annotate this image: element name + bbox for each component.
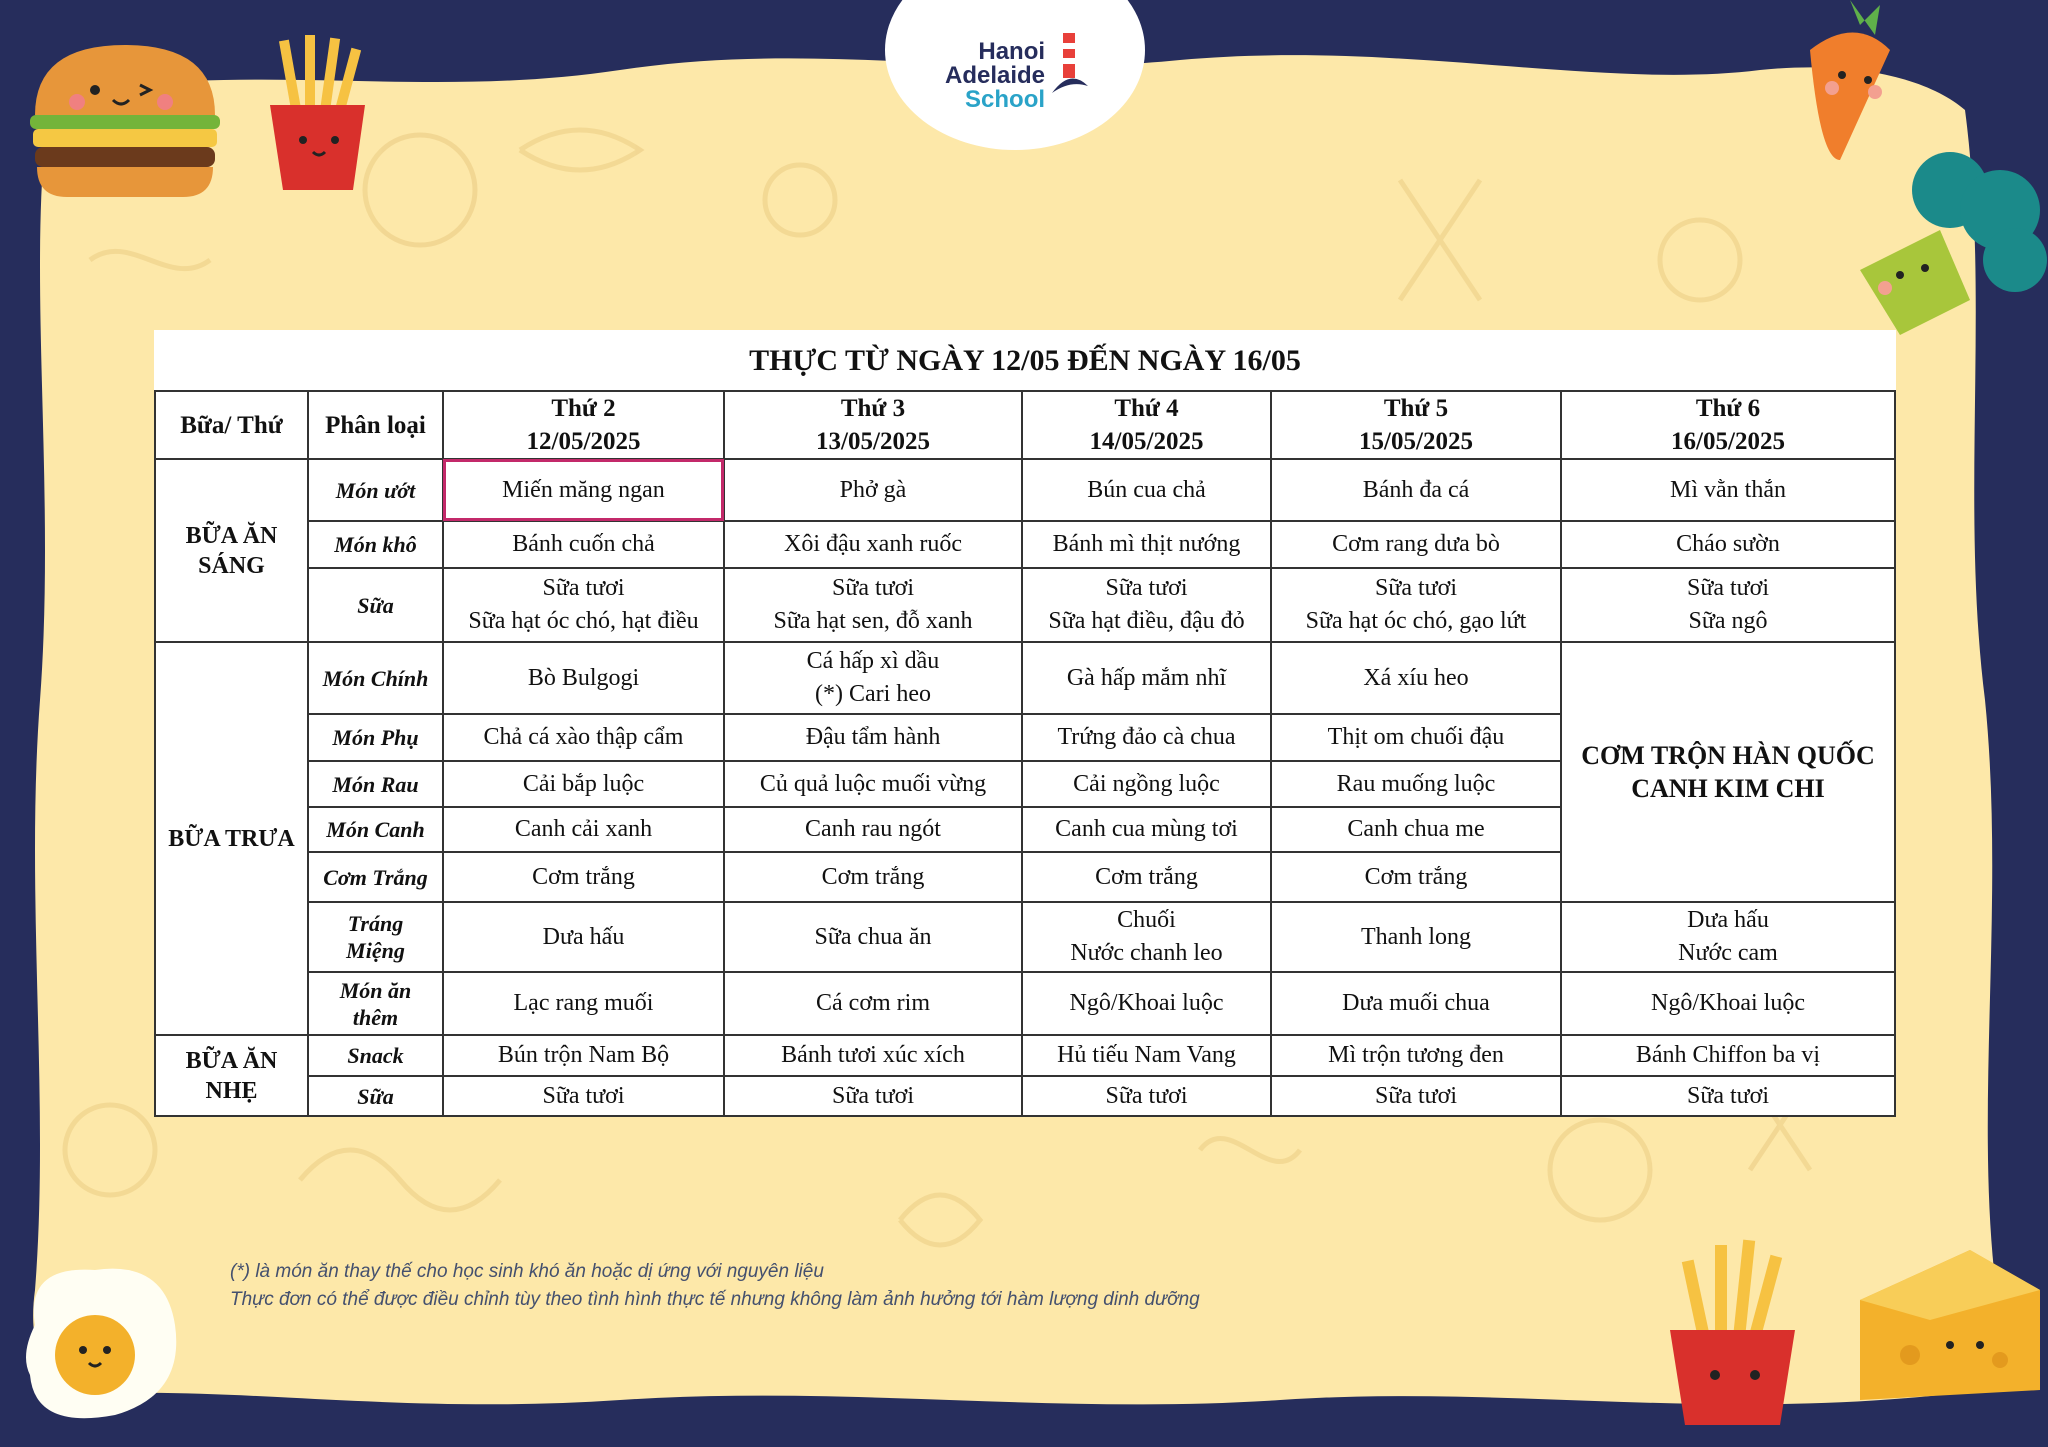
fries-icon — [1660, 1230, 1810, 1430]
day-header-mon — [443, 391, 724, 459]
menu-cell[interactable]: Canh chua me — [1271, 807, 1561, 852]
menu-cell[interactable]: Canh cải xanh — [443, 807, 724, 852]
menu-cell[interactable] — [1561, 568, 1895, 642]
category-cell — [308, 972, 443, 1035]
menu-cell[interactable]: Hủ tiếu Nam Vang — [1022, 1035, 1271, 1076]
day-header-thu — [1271, 391, 1561, 459]
menu-cell[interactable]: Rau muống luộc — [1271, 761, 1561, 807]
menu-cell[interactable]: Bánh mì thịt nướng — [1022, 521, 1271, 568]
menu-cell[interactable]: Cơm trắng — [1022, 852, 1271, 902]
menu-title: THỰC TỪ NGÀY 12/05 ĐẾN NGÀY 16/05 — [155, 330, 1895, 391]
item-line: Sữa hạt điều, đậu đỏ — [1048, 608, 1245, 634]
item-line: Cá hấp xì dầu — [806, 648, 940, 674]
category-cell — [308, 902, 443, 972]
egg-icon — [15, 1255, 185, 1430]
item-line: Sữa tươi — [1105, 575, 1188, 601]
menu-cell[interactable]: Trứng đảo cà chua — [1022, 714, 1271, 761]
school-logo — [945, 40, 1045, 112]
menu-cell[interactable]: Cơm trắng — [1271, 852, 1561, 902]
menu-cell[interactable]: Bò Bulgogi — [443, 642, 724, 714]
menu-cell[interactable]: Sữa chua ăn — [724, 902, 1022, 972]
menu-cell[interactable]: Xá xíu heo — [1271, 642, 1561, 714]
fries-icon — [255, 30, 385, 200]
footnote-substitute: (*) là món ăn thay thế cho học sinh khó ăn hoặc dị ứng với nguyên liệu — [230, 1261, 824, 1282]
item-line: Sữa tươi — [1686, 575, 1770, 601]
menu-cell[interactable]: Mì trộn tương đen — [1271, 1035, 1561, 1076]
meal-breakfast: BỮA ĂN SÁNG — [155, 459, 308, 642]
day-name: Thứ 5 — [1383, 395, 1449, 422]
item-line: Chuối — [1117, 907, 1176, 933]
table-row — [155, 459, 1895, 521]
footnote-adjustment: Thực đơn có thể được điều chỉnh tùy theo tình hình thực tế nhưng không làm ảnh hưởng tới hàm lượng dinh dưỡng — [230, 1289, 1200, 1310]
menu-cell[interactable]: Cháo sườn — [1561, 521, 1895, 568]
footnotes — [230, 1258, 1200, 1314]
menu-cell[interactable]: Lạc rang muối — [443, 972, 724, 1035]
menu-cell[interactable]: Bún trộn Nam Bộ — [443, 1035, 724, 1076]
category-line: Món ăn — [339, 977, 412, 1003]
category-cell: Cơm Trắng — [308, 852, 443, 902]
category-cell: Snack — [308, 1035, 443, 1076]
category-line: thêm — [352, 1004, 399, 1030]
category-cell: Món Rau — [308, 761, 443, 807]
table-row — [155, 902, 1895, 972]
category-cell: Món Canh — [308, 807, 443, 852]
item-line: Sữa hạt óc chó, hạt điều — [468, 608, 699, 634]
menu-cell[interactable]: Bánh Chiffon ba vị — [1561, 1035, 1895, 1076]
menu-cell[interactable]: Ngô/Khoai luộc — [1022, 972, 1271, 1035]
item-line: Sữa tươi — [1374, 575, 1458, 601]
day-name: Thứ 4 — [1114, 395, 1179, 422]
item-line: Nước chanh leo — [1070, 940, 1223, 966]
header-row — [155, 391, 1895, 459]
item-line: (*) Cari heo — [815, 681, 931, 707]
logo-line-2: Adelaide — [945, 62, 1046, 89]
item-line: Sữa ngô — [1688, 608, 1768, 634]
day-name: Thứ 2 — [551, 395, 616, 422]
cheese-icon — [1850, 1240, 2048, 1420]
menu-cell[interactable] — [1561, 902, 1895, 972]
table-row — [155, 1076, 1895, 1116]
carrot-icon — [1780, 0, 1910, 170]
day-header-wed — [1022, 391, 1271, 459]
menu-cell[interactable]: Dưa hấu — [443, 902, 724, 972]
menu-cell[interactable]: Thanh long — [1271, 902, 1561, 972]
logo-line-1: Hanoi — [978, 38, 1046, 65]
menu-cell[interactable] — [443, 568, 724, 642]
meal-column-header: Bữa/ Thứ — [155, 391, 308, 459]
menu-cell[interactable]: Phở gà — [724, 459, 1022, 521]
day-name: Thứ 6 — [1695, 395, 1761, 422]
menu-cell[interactable] — [724, 568, 1022, 642]
menu-cell[interactable]: Cá cơm rim — [724, 972, 1022, 1035]
meal-snack: BỮA ĂN NHẸ — [155, 1035, 308, 1116]
menu-cell[interactable]: Cải ngồng luộc — [1022, 761, 1271, 807]
menu-cell[interactable]: Miến măng ngan — [443, 459, 724, 521]
day-date: 12/05/2025 — [526, 428, 641, 455]
menu-cell[interactable]: Canh rau ngót — [724, 807, 1022, 852]
menu-cell[interactable]: Thịt om chuối đậu — [1271, 714, 1561, 761]
table-row — [155, 972, 1895, 1035]
day-date: 13/05/2025 — [816, 428, 930, 455]
menu-cell[interactable]: Ngô/Khoai luộc — [1561, 972, 1895, 1035]
logo-line-3: School — [965, 86, 1046, 113]
menu-cell[interactable] — [1271, 568, 1561, 642]
menu-cell[interactable]: Sữa tươi — [443, 1076, 724, 1116]
menu-cell[interactable]: Đậu tẩm hành — [724, 714, 1022, 761]
day-date: 14/05/2025 — [1089, 428, 1204, 455]
item-line: Sữa tươi — [831, 575, 915, 601]
item-line: Sữa hạt sen, đỗ xanh — [773, 608, 973, 634]
menu-cell[interactable]: Sữa tươi — [1022, 1076, 1271, 1116]
item-line: Dưa hấu — [1687, 907, 1769, 933]
menu-cell[interactable]: Gà hấp mắm nhĩ — [1022, 642, 1271, 714]
category-cell: Sữa — [308, 568, 443, 642]
category-line: Miệng — [346, 938, 405, 963]
menu-cell[interactable]: Canh cua mùng tơi — [1022, 807, 1271, 852]
category-column-header: Phân loại — [308, 391, 443, 459]
category-line: Tráng — [347, 911, 404, 936]
menu-cell[interactable]: Bún cua chả — [1022, 459, 1271, 521]
menu-cell[interactable]: Bánh cuốn chả — [443, 521, 724, 568]
day-header-fri — [1561, 391, 1895, 459]
category-cell: Món Phụ — [308, 714, 443, 761]
item-line: Sữa hạt óc chó, gạo lứt — [1305, 608, 1527, 634]
menu-cell[interactable]: Bánh tươi xúc xích — [724, 1035, 1022, 1076]
title-row — [155, 330, 1895, 391]
table-row — [155, 521, 1895, 568]
item-line: CƠM TRỘN HÀN QUỐC — [1581, 741, 1875, 770]
menu-cell[interactable]: Củ quả luộc muối vừng — [724, 761, 1022, 807]
menu-cell[interactable]: Cơm trắng — [724, 852, 1022, 902]
menu-cell[interactable]: Sữa tươi — [1561, 1076, 1895, 1116]
menu-cell[interactable]: Cơm rang dưa bò — [1271, 521, 1561, 568]
menu-cell[interactable]: Sữa tươi — [724, 1076, 1022, 1116]
menu-cell[interactable] — [724, 642, 1022, 714]
weekly-menu-table — [154, 330, 1896, 1117]
table-row — [155, 568, 1895, 642]
menu-cell[interactable]: Bánh đa cá — [1271, 459, 1561, 521]
item-line: Nước cam — [1678, 940, 1778, 966]
day-name: Thứ 3 — [840, 395, 906, 422]
category-cell: Món khô — [308, 521, 443, 568]
day-date: 16/05/2025 — [1671, 428, 1785, 455]
friday-lunch-combo[interactable] — [1561, 642, 1895, 902]
item-line: Sữa tươi — [542, 575, 625, 601]
item-line: CANH KIM CHI — [1631, 774, 1825, 803]
table-row — [155, 1035, 1895, 1076]
menu-cell[interactable] — [1022, 568, 1271, 642]
menu-cell[interactable]: Xôi đậu xanh ruốc — [724, 521, 1022, 568]
category-cell: Sữa — [308, 1076, 443, 1116]
meal-lunch: BỮA TRƯA — [155, 642, 308, 1035]
burger-icon — [15, 30, 235, 210]
menu-cell[interactable]: Dưa muối chua — [1271, 972, 1561, 1035]
menu-cell[interactable]: Chả cá xào thập cẩm — [443, 714, 724, 761]
broccoli-icon — [1840, 150, 2048, 340]
lighthouse-icon — [1050, 28, 1090, 98]
menu-cell[interactable]: Mì vằn thắn — [1561, 459, 1895, 521]
day-date: 15/05/2025 — [1359, 428, 1473, 455]
category-cell: Món ướt — [308, 459, 443, 521]
category-cell: Món Chính — [308, 642, 443, 714]
day-header-tue — [724, 391, 1022, 459]
menu-cell[interactable] — [1022, 902, 1271, 972]
menu-cell[interactable]: Sữa tươi — [1271, 1076, 1561, 1116]
menu-cell[interactable]: Cơm trắng — [443, 852, 724, 902]
table-row — [155, 642, 1895, 714]
menu-cell[interactable]: Cải bắp luộc — [443, 761, 724, 807]
